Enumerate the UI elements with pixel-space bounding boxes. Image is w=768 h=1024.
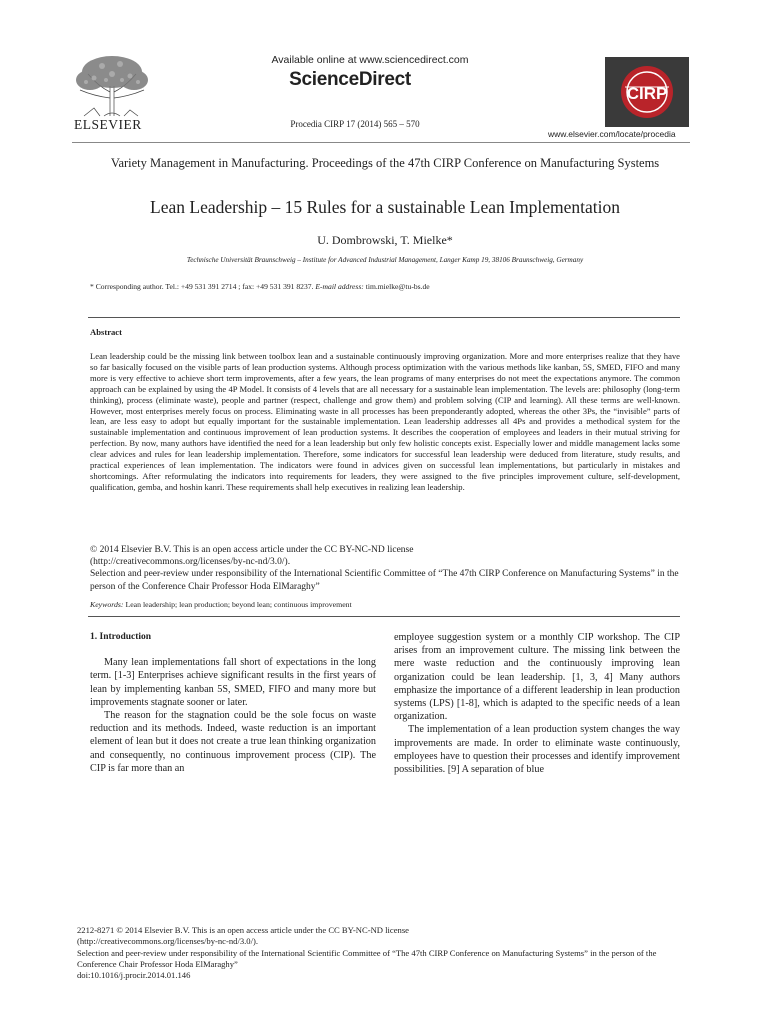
body-right-column (394, 631, 680, 776)
footer-peer-review: Selection and peer-review under responsibility of the International Scientific Committee of “The 47th CIRP Conference on Manufacturing Systems” in the person of the Conference Chair Professor Hoda ElMaraghy” (77, 947, 657, 969)
platform-title: ScienceDirect (289, 69, 411, 90)
email-label: E-mail address: (315, 282, 364, 291)
journal-reference: Procedia CIRP 17 (2014) 565 – 570 (290, 119, 420, 129)
journal-homepage-link[interactable]: www.elsevier.com/locate/procedia (548, 129, 676, 139)
doi-link[interactable]: doi:10.1016/j.procir.2014.01.146 (77, 970, 191, 981)
license-statement: © 2014 Elsevier B.V. This is an open access article under the CC BY-NC-ND license (90, 545, 414, 555)
keywords-line (90, 600, 680, 609)
license-url-link[interactable]: (http://creativecommons.org/licenses/by-nc-nd/3.0/). (90, 557, 291, 568)
elsevier-tree-logo (72, 52, 152, 118)
section-heading-introduction: 1. Introduction (90, 632, 152, 642)
keywords-list: Lean leadership; lean production; beyond lean; continuous improvement (125, 600, 352, 609)
author-email-link[interactable]: tim.mielke@tu-bs.de (365, 282, 430, 291)
abstract-heading: Abstract (90, 327, 122, 337)
abstract-divider-bottom (88, 616, 680, 617)
available-online-text: Available online at www.sciencedirect.com (271, 54, 469, 66)
body-paragraph: The implementation of a lean production system changes the way improvements are made. In order to eliminate waste continuously, employees have to question their processes and identify improvement possibilities. [9] A separation of blue (394, 724, 680, 776)
issn-copyright: 2212-8271 © 2014 Elsevier B.V. This is an open access article under the CC BY-NC-ND license (77, 925, 409, 935)
peer-review-statement: Selection and peer-review under responsibility of the International Scientific Committee of “The 47th CIRP Conference on Manufacturing Systems” in the person of the Conference Chair Professor Hoda ElMaraghy” (90, 569, 679, 592)
body-paragraph: employee suggestion system or a monthly CIP workshop. The CIP arises from an improvement culture. The missing link between the mere waste reduction and the continuously improving lean organization could be lean leadership. [1, 3, 4] Many authors emphasize the importance of a different leadership in lean production systems (LPS) [1-8], which is adapted to the specific needs of a lean organization. (394, 632, 680, 723)
paper-authors: U. Dombrowski, T. Mielke* (317, 233, 453, 247)
header-divider (72, 142, 690, 143)
abstract-divider-top (88, 317, 680, 318)
page-footer (77, 925, 689, 981)
cirp-logo-text: CIRP (626, 84, 668, 103)
paper-title: Lean Leadership – 15 Rules for a sustainable Lean Implementation (150, 197, 620, 217)
body-paragraph: Many lean implementations fall short of expectations in the long term. [1-3] Enterprises achieve significant results in the first years of lean by implementing kanban 5S, SMED, FIFO and many more but improvements stagnate sooner or later. (90, 657, 376, 708)
abstract-license (90, 544, 680, 593)
proceedings-line: Variety Management in Manufacturing. Proceedings of the 47th CIRP Conference on Manufacturing Systems (110, 156, 660, 170)
body-left-column (90, 631, 376, 775)
publisher-name: ELSEVIER (74, 117, 142, 132)
cirp-logo (605, 57, 689, 127)
footer-license-link[interactable]: (http://creativecommons.org/licenses/by-nc-nd/3.0/). (77, 936, 258, 947)
correspondence-contact: * Corresponding author. Tel.: +49 531 391 2714 ; fax: +49 531 391 8237. (90, 282, 314, 291)
body-paragraph: The reason for the stagnation could be the sole focus on waste reduction and its methods. Indeed, waste reduction is an important element of lean but it does not create a true lean thinking organization and consequently, no continuous improvement process (CIP). The CIP is far more than an (90, 710, 376, 774)
author-affiliation: Technische Universität Braunschweig – Institute for Advanced Industrial Management, Langer Kamp 19, 38106 Braunschweig, Germany (186, 256, 584, 264)
corresponding-author (90, 282, 650, 291)
abstract-text (90, 351, 680, 493)
keywords-label: Keywords: (90, 600, 124, 609)
abstract-paragraph: Lean leadership could be the missing link between toolbox lean and a sustainable continuously improving organization. More and more enterprises realize that they have so far basically focused on the visible parts of lean production systems. Although process optimization with the various methods like kanban, 5S, SMED, FIFO and many more is very effective to achieve short term improvements, after a few years, the lean programs of many enterprises do not meet the expectations anymore. The common approach can be explained by using the 4P Model. It consists of 4 levels that are all necessary for a sustainable lean implementation. The levels are: philosophy (long-term thinking), process (eliminate waste), people and partner (respect, challenge and grow them) and problem solving (CIP and learning). All these terms are well-known. However, most enterprises merely focus on process. Eliminating waste in all processes has been preponderantly adopted, whereas the other 3Ps, the “invisible” parts of lean, are less easy to adopt but equally important for the sustainable implementation. Lean leadership addresses all 4Ps and provides a methodical system for the sustainable implementation and continuous improvement of lean production systems. It describes the cooperation of employees and leaders in their mutual striving for perfection. By now, many authors have identified the need for a lean leadership but only few holistic concepts exist. Especially lower and middle management lacks some clear advices and rules for lean leadership implementation. Therefore, some indicators for successful lean leadership were deduced from literature, study results, and practical experiences of lean implementation. The indicators were found in advices given on successful lean implementations, but particularly in mistakes and shortcomings. After reformulating the indicators into requirements for leaders, they were assigned to the five principles improvement culture, self-development, qualification, gemba, and hoshin kanri. These requirements shall help executives in realizing lean leadership. (90, 351, 680, 492)
